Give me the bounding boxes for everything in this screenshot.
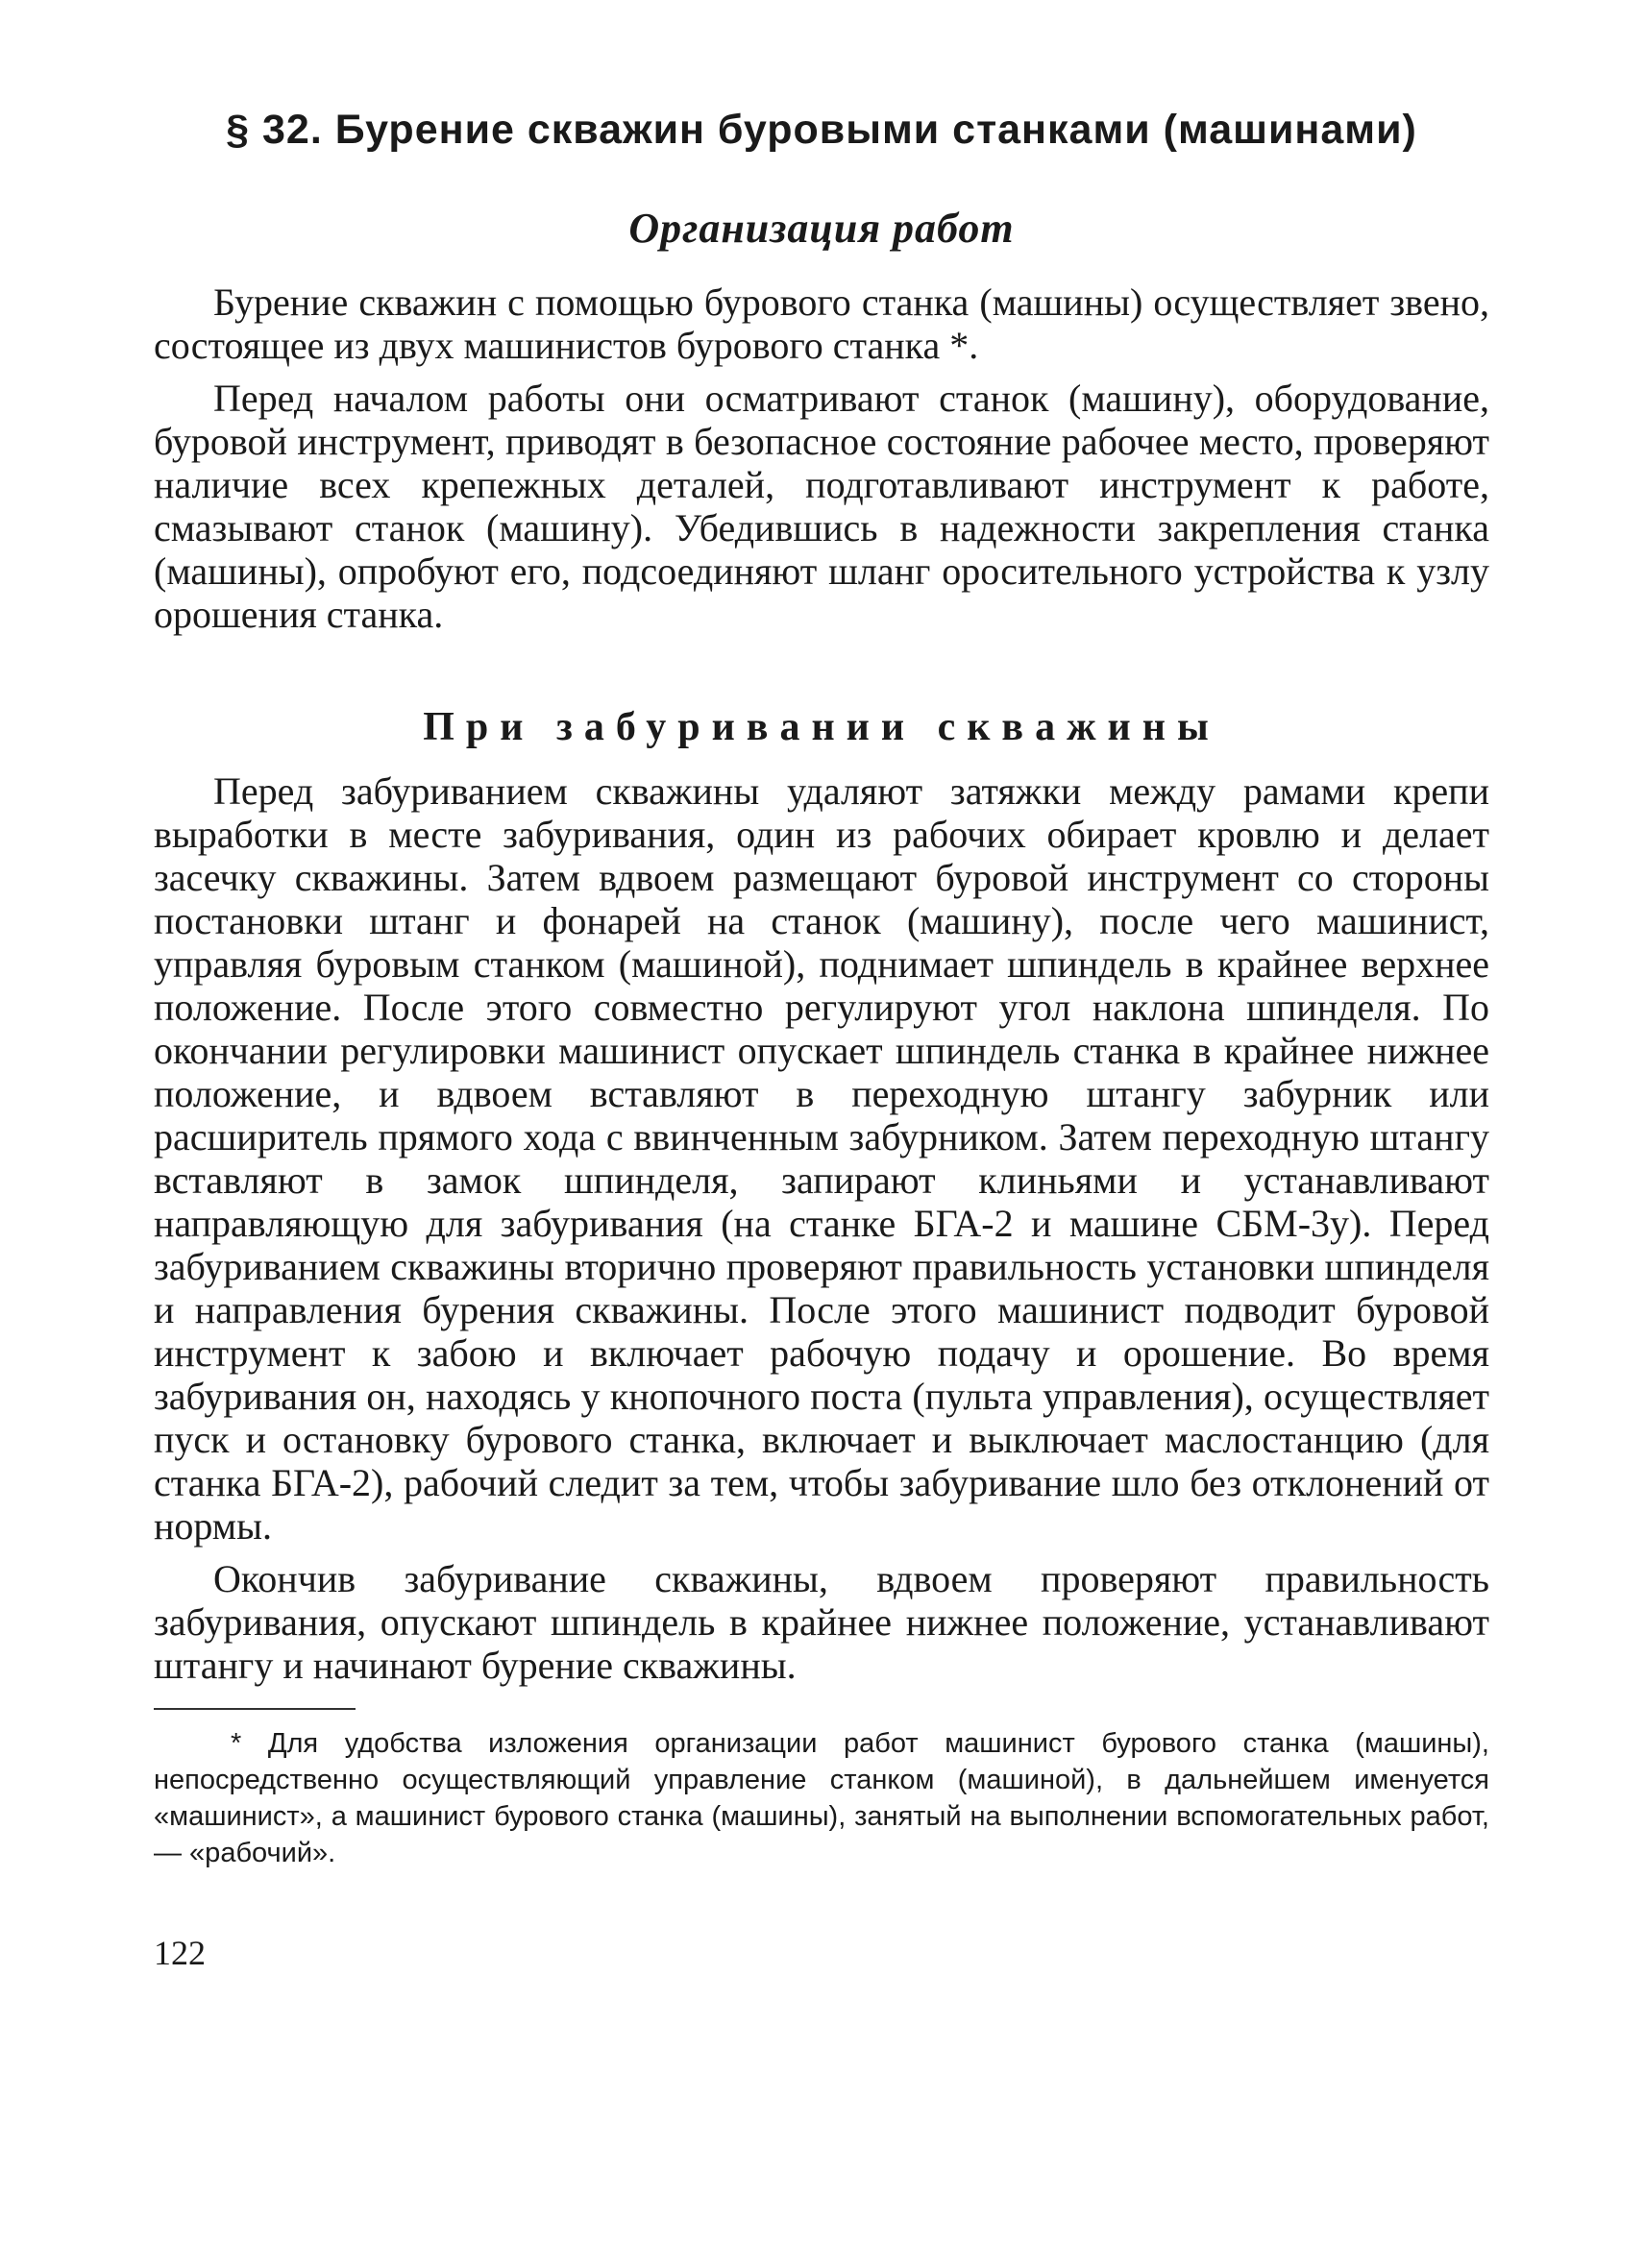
- paragraph-4: Окончив забуривание скважины, вдвоем проверяют правильность забуривания, опускают шпиндель в крайнее нижнее положение, устанавливают штангу и начинают бурение скважины.: [154, 1556, 1489, 1687]
- paragraph-3: Перед забуриванием скважины удаляют затяжки между рамами крепи выработки в месте забуривания, один из рабочих обирает кровлю и делает засечку скважины. Затем вдвоем размещают буровой инструмент со стороны постановки штанг и фонарей на станок (машину), после чего машинист, управляя буровым станком (машиной), поднимает шпиндель в крайнее верхнее положение. После этого совместно регулируют угол наклона шпинделя. По окончании регулировки машинист опускает шпиндель станка в крайнее нижнее положение, и вдвоем вставляют в переходную штангу забурник или расширитель прямого хода с ввинченным забурником. Затем переходную штангу вставляют в замок шпинделя, запирают клиньями и устанавливают направляющую для забуривания (на станке БГА-2 и машине СБМ-3у). Перед забуриванием скважины вторично проверяют правильность установки шпинделя и направления бурения скважины. После этого машинист подводит буровой инструмент к забою и включает рабочую подачу и орошение. Во время забуривания он, находясь у кнопочного поста (пульта управления), осуществляет пуск и остановку бурового станка, включает и выключает маслостанцию (для станка БГА-2), рабочий следит за тем, чтобы забуривание шло без отклонений от нормы.: [154, 768, 1489, 1548]
- subsection-title-drilling-start: При забуривании скважины: [423, 705, 1220, 750]
- paragraph-2: Перед началом работы они осматривают станок (машину), оборудование, буровой инструмент, приводят в безопасное состояние рабочее место, проверяют наличие всех крепежных деталей, подготавливают инструмент к работе, смазывают станок (машину). Убедившись в надежности закрепления станка (машины), опробуют его, подсоединяют шланг оросительного устройства к узлу орошения станка.: [154, 377, 1489, 637]
- footnote-divider: [154, 1708, 356, 1710]
- paragraph-1: Бурение скважин с помощью бурового станка (машины) осуществляет звено, состоящее из двух машинистов бурового станка *.: [154, 280, 1489, 368]
- page-number: 122: [154, 1933, 206, 1972]
- book-page: [154, 106, 1489, 1973]
- section-title: § 32. Бурение скважин буровыми станками (машинами): [226, 107, 1417, 153]
- subsection-title-organization: Организация работ: [628, 204, 1015, 252]
- footnote: * Для удобства изложения организации работ машинист бурового станка (машины), непосредственно осуществляющий управление станком (машиной), в дальнейшем именуется «машинист», а машинист бурового станка (машины), занятый на выполнении вспомогательных работ, — «рабочий».: [154, 1727, 1489, 1868]
